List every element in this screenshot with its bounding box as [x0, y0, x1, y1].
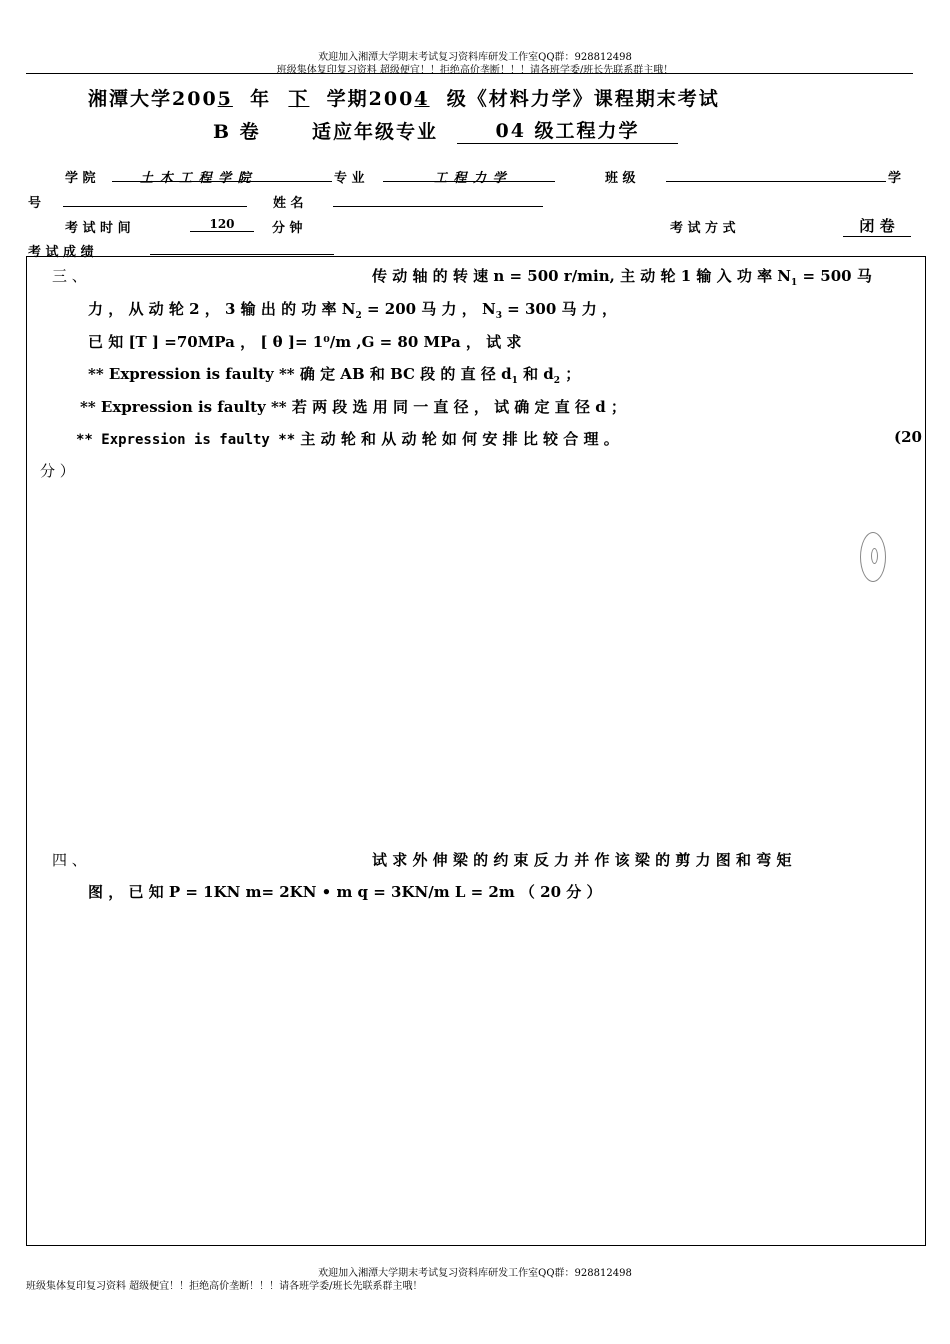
score-underline	[150, 254, 334, 255]
college-label: 学 院	[65, 171, 96, 186]
q3-line-6	[76, 428, 619, 449]
exam-time-value: 120	[190, 217, 254, 232]
student-no-label-b: 号	[28, 196, 42, 211]
q3-line-1-sub: 1	[791, 278, 798, 288]
q3-line-2-b: = 200 马 力 ， N	[361, 300, 496, 318]
title-part3: 学期200	[326, 88, 415, 110]
q3-line-3: 已 知 [T ] =70MPa ， [ θ ]= 1⁰/m ,G = 80 MPa ， 试 求	[88, 333, 522, 351]
exam-time-unit: 分 钟	[272, 221, 303, 236]
exam-mode-value: 闭 卷	[843, 215, 911, 237]
q3-line-4-sub2: 2	[553, 376, 561, 386]
title-year: 5	[217, 88, 233, 110]
header-line-1: 欢迎加入湘潭大学期末考试复习资料库研发工作室QQ群：928812498	[318, 52, 632, 63]
class-underline	[666, 181, 886, 182]
q3-line-4	[88, 363, 580, 386]
major-field-value: 工 程 力 学	[434, 171, 507, 186]
q3-line-2-sub1: 2	[355, 311, 362, 321]
q3-line-1-text: 传 动 轴 的 转 速 n = 500 r/min, 主 动 轮 1 输 入 功 率 N	[372, 267, 792, 285]
class-label: 班 级	[605, 171, 636, 186]
q3-line-4-sub1: 1	[511, 376, 518, 386]
name-underline	[333, 206, 543, 207]
title-term: 下	[288, 88, 310, 110]
major-label: 专 业	[334, 171, 365, 186]
q4-number: 四 、	[52, 851, 87, 869]
score-label: 考 试 成 绩	[28, 245, 94, 260]
name-label: 姓 名	[273, 196, 304, 211]
title-part1: 湘潭大学200	[88, 88, 218, 110]
q3-score: (20	[894, 428, 922, 446]
q3-line-4-text: 确 定 AB 和 BC 段 的 直 径 d	[294, 365, 512, 383]
q4-line-1: 试 求 外 伸 梁 的 约 束 反 力 并 作 该 梁 的 剪 力 图 和 弯 矩	[372, 851, 792, 869]
q4-line-2: 图 ， 已 知 P = 1KN m= 2KN • m q = 3KN/m L = 2m （ 20 分 ）	[88, 883, 602, 901]
title-part2: 年	[250, 88, 272, 110]
q3-line-2-a: 力 ， 从 动 轮 2 ， 3 输 出 的 功 率 N	[88, 300, 356, 318]
exam-title	[88, 84, 720, 111]
q3-line-4-error: ** Expression is faulty **	[88, 365, 295, 383]
student-no-underline	[63, 206, 247, 207]
q3-line-2	[88, 298, 617, 321]
q3-line-5-error: ** Expression is faulty **	[80, 398, 287, 416]
major-underline	[383, 181, 555, 182]
exam-time-label: 考 试 时 间	[65, 221, 131, 236]
q3-line-1	[372, 265, 872, 288]
student-no-label-a: 学	[888, 171, 902, 186]
paper-subtitle	[213, 117, 438, 144]
college-value: 土 木 工 程 学 院	[140, 171, 252, 186]
q3-line-6-error: ** Expression is faulty **	[76, 432, 296, 448]
applies-label: 适应年级专业	[311, 121, 438, 143]
footer-line-1: 欢迎加入湘潭大学期末考试复习资料库研发工作室QQ群：928812498	[318, 1268, 632, 1279]
q3-line-7: 分 ）	[40, 462, 75, 480]
footer-line-2: 班级集体复印复习资料 超级便宜！！拒绝高价垄断！！！请各班学委/班长先联系群主哦！	[26, 1281, 423, 1292]
college-underline	[112, 181, 332, 182]
title-part4: 级《材料力学》课程期末考试	[446, 88, 720, 110]
q3-line-5-text: 若 两 段 选 用 同 一 直 径 ， 试 确 定 直 径 d ；	[286, 398, 626, 416]
q3-line-2-c: = 300 马 力 ，	[501, 300, 617, 318]
q3-line-1-tail: = 500 马	[797, 267, 872, 285]
q3-number: 三 、	[52, 267, 87, 285]
exam-mode-label: 考 试 方 式	[670, 221, 736, 236]
q3-line-5	[80, 396, 626, 417]
q3-line-6-text: 主 动 轮 和 从 动 轮 如 何 安 排 比 较 合 理 。	[295, 430, 619, 448]
q3-line-4-mid: 和 d	[517, 365, 554, 383]
q3-line-4-end: ；	[560, 365, 581, 383]
header-rule	[26, 73, 913, 74]
header-line-2: 班级集体复印复习资料 超级便宜！！拒绝高价垄断！！！请各班学委/班长先联系群主哦！	[276, 65, 674, 76]
major-value: 04 级工程力学	[457, 116, 678, 144]
title-grade: 4	[414, 88, 430, 110]
paper-label: B 卷	[213, 121, 261, 143]
q3-line-2-sub2: 3	[495, 311, 502, 321]
oval-mark-inner	[871, 548, 878, 564]
